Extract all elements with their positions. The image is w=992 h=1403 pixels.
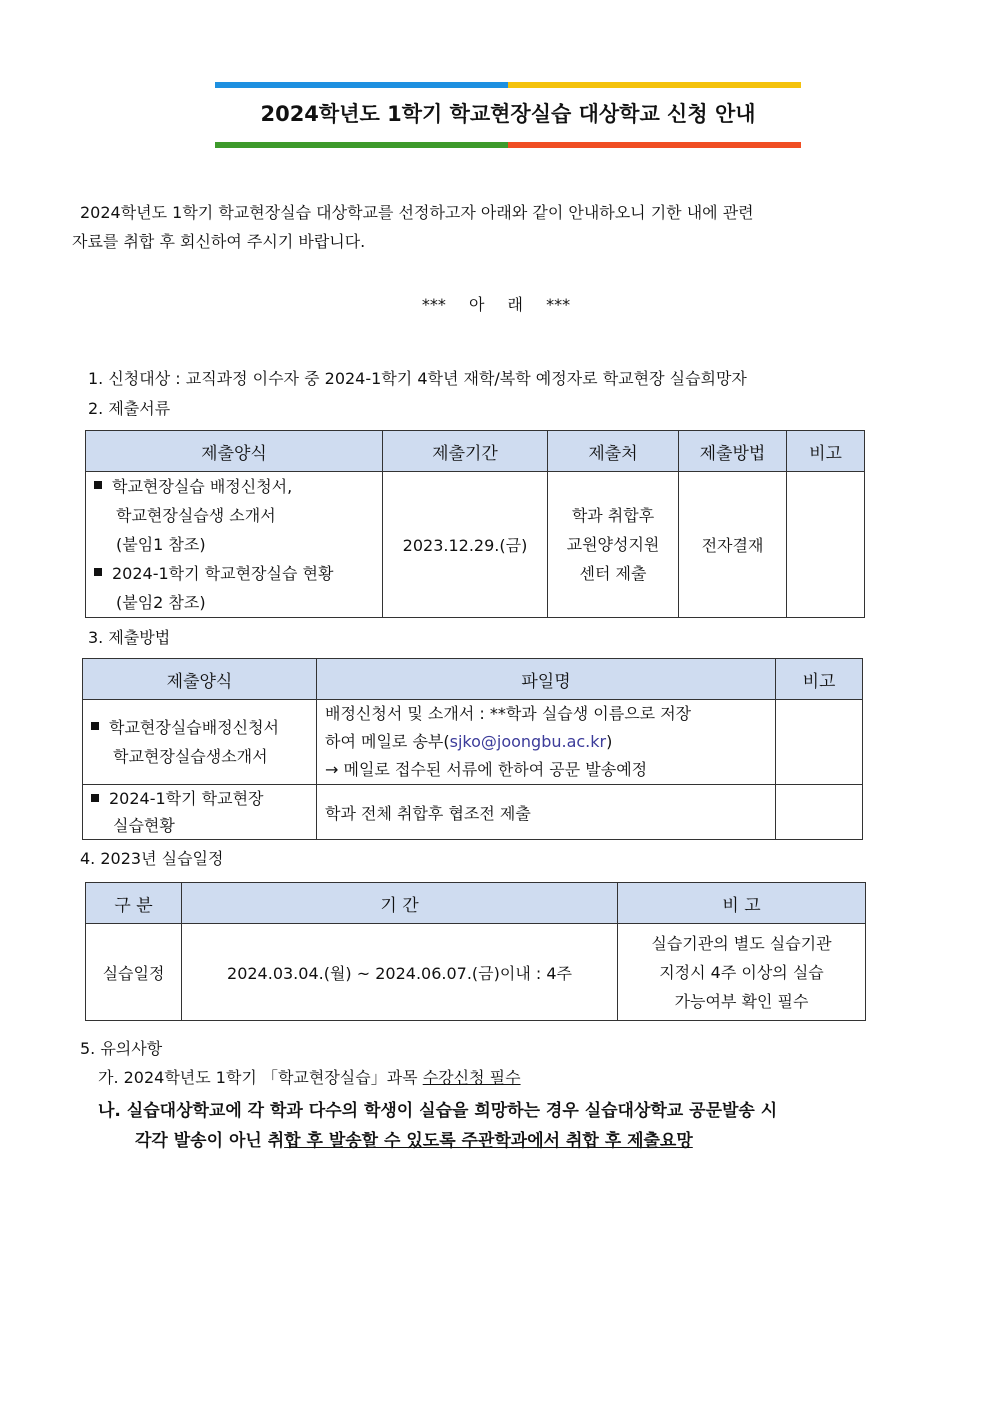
table2-header-note: 비고 [776,659,863,700]
table1-method-cell: 전자결재 [679,472,787,618]
table3-row [86,924,866,1021]
bullet-square-icon [91,722,99,730]
file-line-text: 하여 메일로 송부( [325,732,450,751]
caution-na-line-1: 나. 실습대상학교에 각 학과 다수의 학생이 실습을 희망하는 경우 실습대상학교 공문발송 시 [98,1101,778,1121]
table2-note-cell [776,785,863,840]
title-bottom-bar [215,142,801,148]
form-line: 2024-1학기 학교현장 [109,789,264,808]
table1-header-period: 제출기간 [383,431,548,472]
item-5-heading: 5. 유의사항 [80,1039,163,1058]
intro-line-1: 2024학년도 1학기 학교현장실습 대상학교를 선정하고자 아래와 같이 안내하오니 기한 내에 관련 [80,203,754,222]
table2-file-cell: 학과 전체 취합후 협조전 제출 [317,785,776,840]
bottom-bar-green [215,142,508,148]
form-line: (붙임1 참조) [116,535,206,554]
list-item [87,785,312,812]
form-line: 실습현황 [113,816,175,835]
caution-ga [98,1065,521,1088]
table1-note-cell [787,472,865,618]
item-1-target: 1. 신청대상 : 교직과정 이수자 중 2024-1학기 4학년 재학/복학 예정자로 학교현장 실습희망자 [88,369,747,388]
bullet-square-icon [94,568,102,576]
form-line: 학교현장실습생소개서 [113,747,268,766]
table2-form-cell [83,700,317,785]
table3-header-period: 기 간 [182,883,618,924]
schedule-table [85,882,866,1021]
notice-heading: *** 아 래 *** [421,295,571,314]
table1-place-cell [548,472,679,618]
table2-note-cell [776,700,863,785]
table1-header-note: 비고 [787,431,865,472]
submission-documents-table [85,430,865,618]
caution-ga-text: 가. 2024학년도 1학기 「학교현장실습」과목 [98,1068,423,1087]
list-item [90,559,378,588]
title-top-bar [215,82,801,88]
table2-header-filename: 파일명 [317,659,776,700]
item-2-heading: 2. 제출서류 [88,399,171,418]
table1-header-method: 제출방법 [679,431,787,472]
email-link[interactable]: sjko@joongbu.ac.kr [449,732,607,751]
table1-period-cell: 2023.12.29.(금) [383,472,548,618]
title-banner [215,82,801,150]
caution-ga-underlined: 수강신청 필수 [422,1068,521,1087]
table1-header-place: 제출처 [548,431,679,472]
form-line: (붙임2 참조) [116,593,206,612]
file-line-text: ) [606,732,613,751]
table2-form-cell [83,785,317,840]
form-line: 2024-1학기 학교현장실습 현황 [112,564,334,583]
top-bar-yellow [508,82,801,88]
note-line: 가능여부 확인 필수 [674,991,809,1011]
place-line: 센터 제출 [579,564,647,583]
list-item [87,713,312,742]
place-line: 학과 취합후 [571,506,655,525]
place-line: 교원양성지원 [566,535,660,554]
item-4-heading: 4. 2023년 실습일정 [80,849,224,868]
form-line: 학교현장실습생 소개서 [116,506,276,525]
form-line: 학교현장실습 배정신청서, [112,477,293,496]
table3-header-row [86,883,866,924]
list-item [90,472,378,501]
caution-na-line-2 [135,1126,693,1151]
bullet-square-icon [94,481,102,489]
table1-row [86,472,865,618]
bullet-square-icon [91,794,99,802]
caution-na-text: 각각 발송이 아닌 취 [135,1131,285,1151]
file-line: 배정신청서 및 소개서 : **학과 실습생 이름으로 저장 [325,704,692,723]
intro-line-2: 자료를 취합 후 회신하여 주시기 바랍니다. [72,232,366,251]
file-line: → 메일로 접수된 서류에 한하여 공문 발송예정 [325,760,648,779]
table2-header-form: 제출양식 [83,659,317,700]
top-bar-blue [215,82,508,88]
table3-header-note: 비 고 [618,883,866,924]
note-line: 실습기관의 별도 실습기관 [651,933,832,953]
table1-header-form: 제출양식 [86,431,383,472]
page-title: 2024학년도 1학기 학교현장실습 대상학교 신청 안내 [260,102,756,126]
table2-row-1 [83,700,863,785]
bottom-bar-red [508,142,801,148]
table2-file-cell [317,700,776,785]
table3-note-cell [618,924,866,1021]
table3-label-cell: 실습일정 [86,924,182,1021]
table1-header-row [86,431,865,472]
item-3-heading: 3. 제출방법 [88,628,171,647]
table2-header-row [83,659,863,700]
note-line: 지정시 4주 이상의 실습 [659,962,824,982]
intro-paragraph [72,198,882,256]
form-line: 학교현장실습배정신청서 [109,718,280,737]
submission-method-table [82,658,863,840]
table1-form-cell [86,472,383,618]
table2-row-2 [83,785,863,840]
caution-na-underlined: 합 후 발송할 수 있도록 주관학과에서 취합 후 제출요망 [284,1131,693,1151]
file-line [325,728,767,756]
table3-header-category: 구 분 [86,883,182,924]
table3-period-cell: 2024.03.04.(월) ~ 2024.06.07.(금)이내 : 4주 [182,924,618,1021]
